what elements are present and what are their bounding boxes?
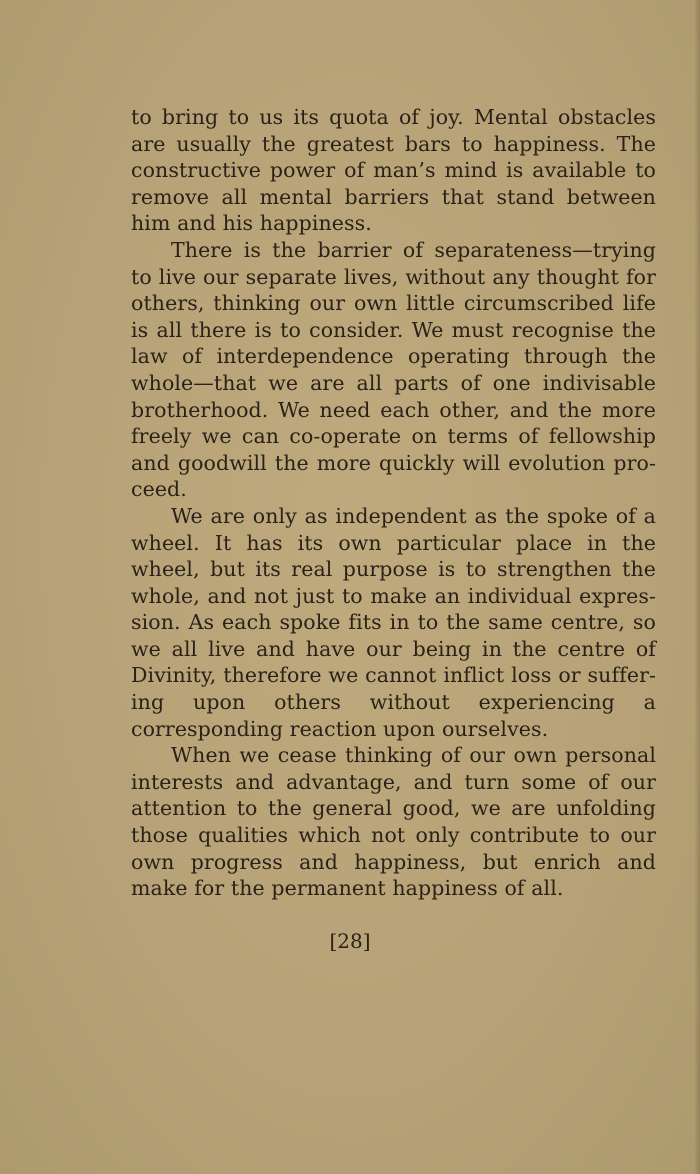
body-text	[131, 104, 656, 902]
paragraph-1: to bring to us its quota of joy. Mental obstacles are usually the greatest bars to happiness. The constructive power of man’s mind is available to remove all mental barriers that stand between him and his happiness.	[131, 105, 656, 236]
paragraph-2: There is the barrier of separateness—trying to live our separate lives, without any thought for others, thinking our own little circumscribed life is all there is to consider. We must recognise the law of interdependence operating through the whole—that we are all parts of one indivisable brotherhood. We need each other, and the more freely we can co-operate on terms of fellowship and goodwill the more quickly will evolution pro-ceed.	[131, 237, 656, 502]
paragraph-3: We are only as independent as the spoke of a wheel. It has its own particular place in the wheel, but its real purpose is to strengthen the whole, and not just to make an individual expres-sion. As each spoke fits in to the same centre, so we all live and have our being in the centre of Divinity, therefore we cannot inflict loss or suffer-ing upon others without experiencing a corresponding reaction upon ourselves.	[131, 503, 656, 741]
paragraph-4: When we cease thinking of our own personal interests and advantage, and turn some of our attention to the general good, we are unfolding those qualities which not only contribute to our own progress and happiness, but enrich and make for the permanent happiness of all.	[131, 743, 656, 901]
page-edge-shadow	[694, 0, 700, 1174]
page-number: [28]	[329, 929, 371, 953]
